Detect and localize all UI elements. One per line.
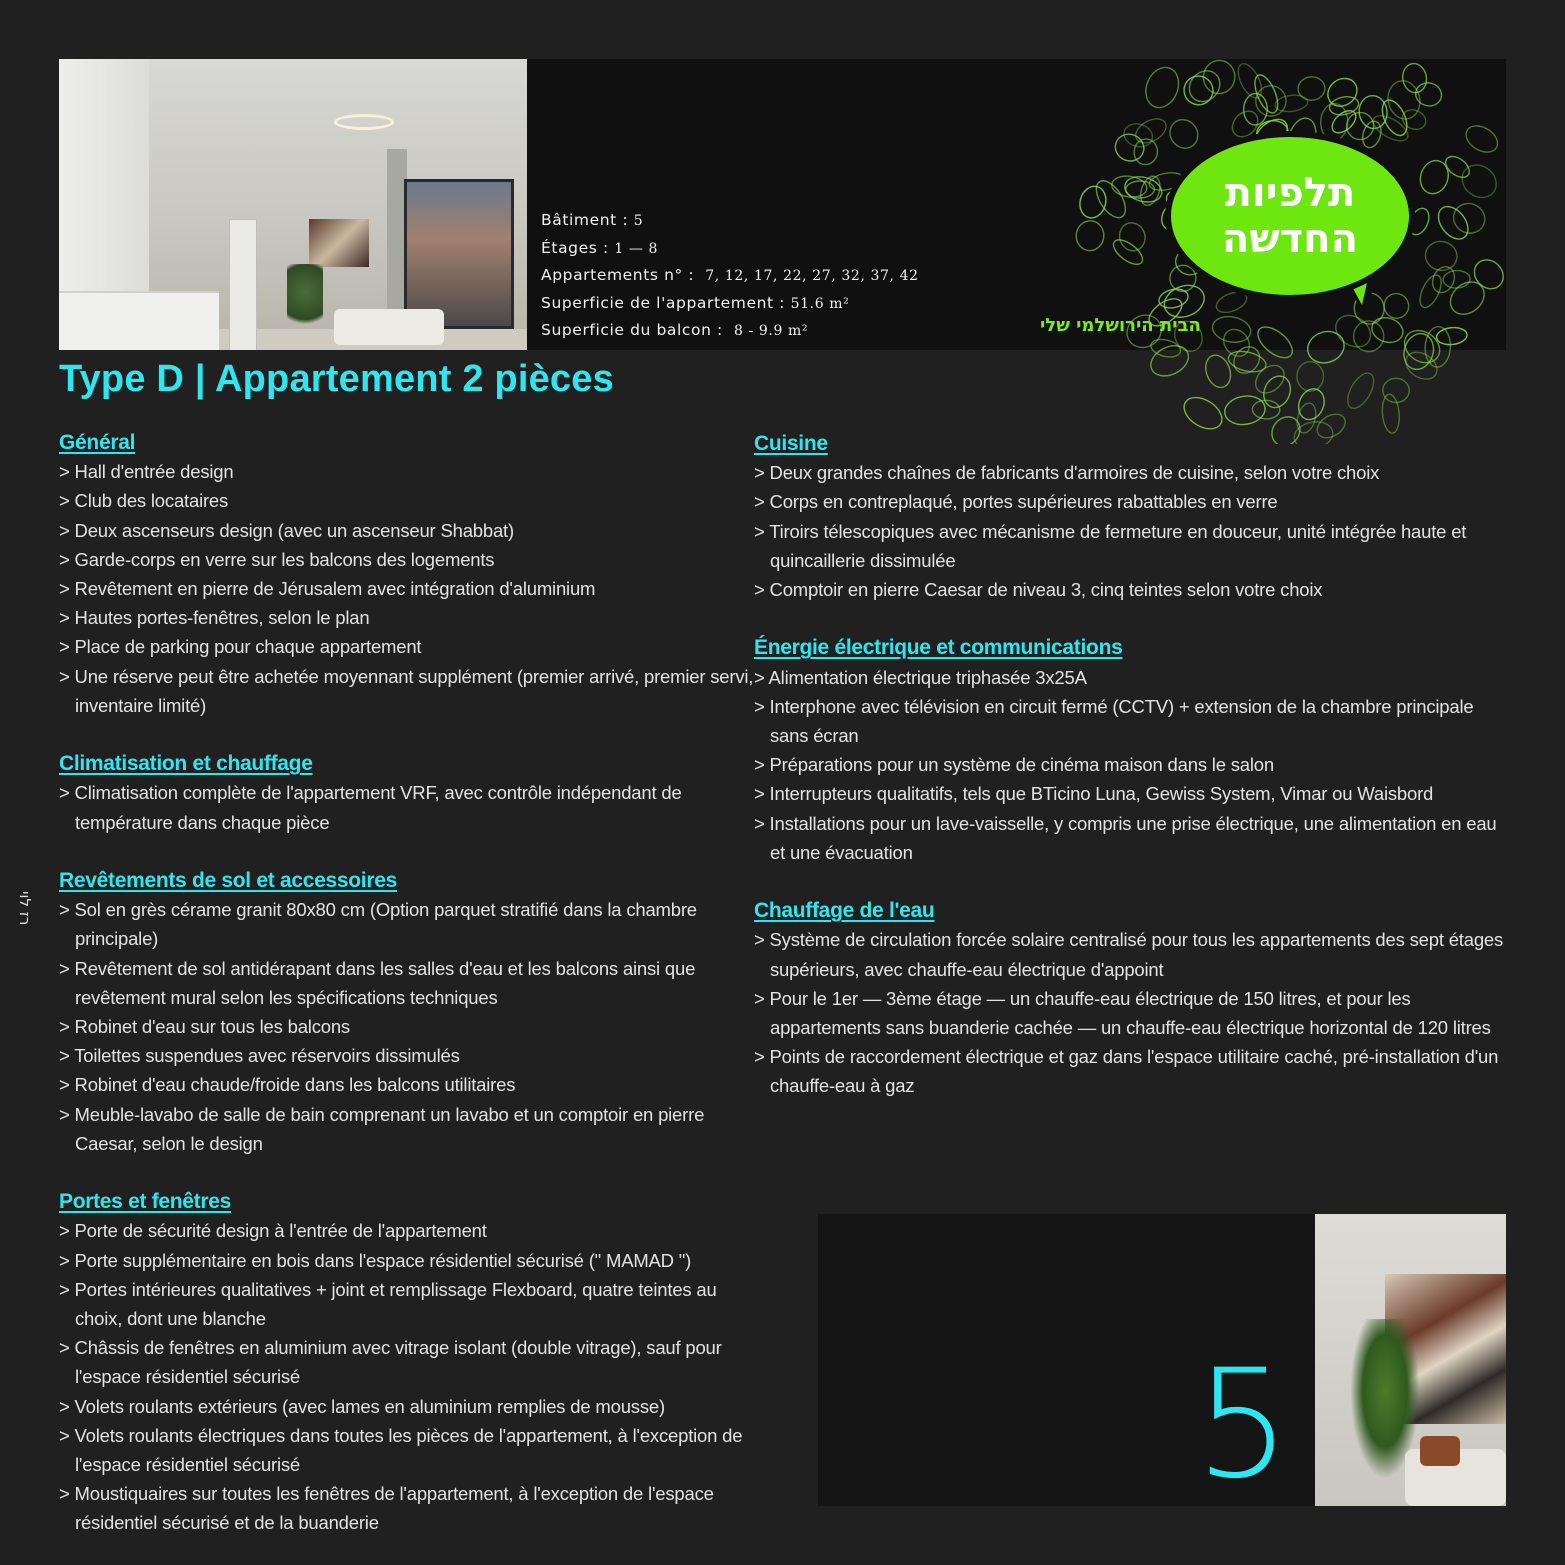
- section-heading: Général: [59, 431, 136, 454]
- pattern-ellipse: [1298, 76, 1326, 101]
- spec-apartment-area: Superficie de l'appartement : 51.6 m²: [541, 293, 850, 312]
- pattern-ellipse: [1274, 93, 1309, 113]
- feature-item: > Place de parking pour chaque appartement: [59, 636, 422, 658]
- feature-item: > Toilettes suspendues avec réservoirs dissimulés: [59, 1045, 460, 1067]
- feature-item: > Revêtement en pierre de Jérusalem avec intégration d'aluminium: [59, 578, 596, 600]
- section-heading: Cuisine: [754, 432, 828, 455]
- feature-list: [59, 778, 759, 836]
- spec-apartments: Appartements n° : 7, 12, 17, 22, 27, 32, 37, 42: [541, 266, 919, 284]
- pattern-ellipse: [1179, 71, 1218, 110]
- section-heading: Portes et fenêtres: [59, 1190, 232, 1214]
- right-column: [754, 429, 1514, 1130]
- section: [754, 896, 1514, 1100]
- logo-line-1: תלפיות: [1224, 170, 1356, 216]
- pattern-ellipse: [1443, 270, 1471, 289]
- section-heading: Climatisation et chauffage: [59, 752, 313, 776]
- feature-item: > Alimentation électrique triphasée 3x25A: [754, 666, 1087, 688]
- page-number: 5: [1195, 1338, 1291, 1512]
- feature-item: > Système de circulation forcée solaire centralisé pour tous les appartements des sept étages supérieurs, avec chauffe-eau électrique d'appoint: [754, 929, 1504, 980]
- feature-item: > Châssis de fenêtres en aluminium avec vitrage isolant (double vitrage), sauf pour l'espace résidentiel sécurisé: [59, 1337, 722, 1388]
- section-heading: Revêtements de sol et accessoires: [59, 869, 397, 893]
- pattern-ellipse: [1328, 106, 1360, 137]
- pattern-ellipse: [1413, 80, 1444, 108]
- feature-list: [59, 457, 759, 720]
- feature-item: > Hall d'entrée design: [59, 461, 234, 483]
- pattern-ellipse: [1449, 199, 1489, 238]
- feature-item: > Points de raccordement électrique et gaz dans l'espace utilitaire caché, pré-installation d'un chauffe-eau à gaz: [754, 1046, 1499, 1097]
- feature-item: > Hautes portes-fenêtres, selon le plan: [59, 607, 370, 629]
- spec-balcony-area: Superficie du balcon : 8 - 9.9 m²: [541, 321, 809, 339]
- pattern-ellipse: [1381, 394, 1401, 434]
- feature-item: > Interrupteurs qualitatifs, tels que BTicino Luna, Gewiss System, Vimar ou Waisbord: [754, 783, 1434, 805]
- feature-item: > Deux grandes chaînes de fabricants d'armoires de cuisine, selon votre choix: [754, 462, 1380, 484]
- left-column: [59, 428, 759, 1565]
- pattern-ellipse: [1353, 320, 1385, 353]
- feature-item: > Pour le 1er — 3ème étage — un chauffe-eau électrique de 150 litres, et pour les appartements sans buanderie cachée — un chauffe-eau électrique horizontal de 120 litres: [754, 987, 1491, 1039]
- feature-item: > Robinet d'eau sur tous les balcons: [59, 1016, 350, 1038]
- feature-list: [754, 925, 1514, 1100]
- pattern-ellipse: [1250, 360, 1289, 399]
- living-room-photo: [59, 59, 527, 350]
- pattern-ellipse: [1469, 254, 1506, 295]
- section: [59, 749, 759, 837]
- project-logo: [1030, 59, 1506, 444]
- pattern-ellipse: [1111, 130, 1147, 165]
- pattern-ellipse: [1146, 340, 1194, 382]
- pattern-ellipse: [1432, 201, 1473, 245]
- side-credit: רז לוי: [16, 890, 34, 925]
- section: [59, 1187, 759, 1537]
- pattern-ellipse: [1201, 352, 1234, 391]
- detail-photo: [1315, 1214, 1506, 1506]
- feature-list: [754, 663, 1514, 867]
- page-title: Type D | Appartement 2 pièces: [59, 358, 614, 400]
- feature-item: > Robinet d'eau chaude/froide dans les balcons utilitaires: [59, 1074, 516, 1096]
- section-heading: Énergie électrique et communications: [754, 636, 1123, 660]
- pattern-ellipse: [1075, 220, 1105, 252]
- pattern-ellipse: [1436, 326, 1468, 346]
- section-heading: Chauffage de l'eau: [754, 899, 935, 923]
- section: [754, 633, 1514, 867]
- logo-line-2: החדשה: [1221, 216, 1359, 262]
- pattern-ellipse: [1076, 183, 1109, 221]
- section: [59, 866, 759, 1158]
- feature-item: > Moustiquaires sur toutes les fenêtres de l'appartement, à l'exception de l'espace résidentiel sécurisé et de la buanderie: [59, 1483, 714, 1534]
- pattern-ellipse: [1416, 157, 1452, 197]
- section: [59, 428, 759, 720]
- feature-item: > Préparations pour un système de cinéma maison dans le salon: [754, 754, 1274, 776]
- pattern-ellipse: [1297, 361, 1324, 391]
- spec-building: Bâtiment : 5: [541, 211, 644, 229]
- feature-item: > Sol en grès cérame granit 80x80 cm (Option parquet stratifié dans la chambre principale): [59, 899, 697, 950]
- pattern-ellipse: [1424, 326, 1451, 368]
- feature-item: > Deux ascenseurs design (avec un ascenseur Shabbat): [59, 519, 514, 541]
- pattern-ellipse: [1456, 158, 1503, 204]
- pattern-ellipse: [1444, 275, 1491, 321]
- speech-bubble: [1165, 131, 1415, 301]
- logo-tagline: הבית הירושלמי שלי: [1040, 315, 1201, 336]
- feature-item: > Porte de sécurité design à l'entrée de l'appartement: [59, 1220, 487, 1242]
- pattern-ellipse: [1416, 272, 1446, 311]
- feature-item: > Tiroirs télescopiques avec mécanisme de fermeture en douceur, unité intégrée haute et quincaillerie dissimulée: [754, 520, 1467, 571]
- feature-item: > Portes intérieures qualitatives + joint et remplissage Flexboard, quatre teintes au choix, dont une blanche: [59, 1278, 717, 1330]
- section: [754, 429, 1514, 604]
- pattern-ellipse: [1132, 137, 1159, 166]
- feature-item: > Garde-corps en verre sur les balcons des logements: [59, 548, 495, 570]
- apartment-specs: [541, 207, 961, 345]
- pattern-ellipse: [1342, 369, 1378, 413]
- pattern-ellipse: [1461, 120, 1502, 157]
- feature-list: [59, 1216, 759, 1537]
- feature-item: > Comptoir en pierre Caesar de niveau 3, cinq teintes selon votre choix: [754, 579, 1323, 601]
- feature-item: > Porte supplémentaire en bois dans l'espace résidentiel sécurisé (" MAMAD "): [59, 1249, 692, 1271]
- pattern-ellipse: [1121, 121, 1155, 150]
- feature-item: > Meuble-lavabo de salle de bain comprenant un lavabo et un comptoir en pierre Caesar, selon le design: [59, 1103, 705, 1154]
- pattern-ellipse: [1164, 114, 1203, 154]
- feature-list: [754, 458, 1514, 604]
- feature-item: > Corps en contreplaqué, portes supérieures rabattables en verre: [754, 491, 1278, 513]
- feature-item: > Installations pour un lave-vaisselle, y compris une prise électrique, une alimentation en eau et une évacuation: [754, 812, 1497, 863]
- pattern-ellipse: [1140, 63, 1184, 113]
- feature-item: > Volets roulants extérieurs (avec lames en aluminium remplies de mousse): [59, 1395, 665, 1417]
- pattern-ellipse: [1401, 62, 1429, 95]
- pattern-ellipse: [1116, 219, 1149, 254]
- feature-item: > Revêtement de sol antidérapant dans les salles d'eau et les balcons ainsi que revêtement mural selon les spécifications techniques: [59, 957, 696, 1008]
- feature-item: > Interphone avec télévision en circuit fermé (CCTV) + extension de la chambre principale sans écran: [754, 695, 1474, 747]
- feature-item: > Club des locataires: [59, 490, 229, 512]
- feature-item: > Volets roulants électriques dans toutes les pièces de l'appartement, à l'exception de l'espace résidentiel sécurisé: [59, 1424, 743, 1476]
- pattern-ellipse: [1223, 393, 1267, 427]
- spec-floors: Étages : 1 — 8: [541, 238, 659, 257]
- feature-item: > Une réserve peut être achetée moyennant supplément (premier arrivé, premier servi, inventaire limité): [59, 665, 754, 716]
- feature-item: > Climatisation complète de l'appartement VRF, avec contrôle indépendant de température dans chaque pièce: [59, 782, 682, 833]
- pattern-ellipse: [1109, 235, 1146, 269]
- feature-list: [59, 895, 759, 1158]
